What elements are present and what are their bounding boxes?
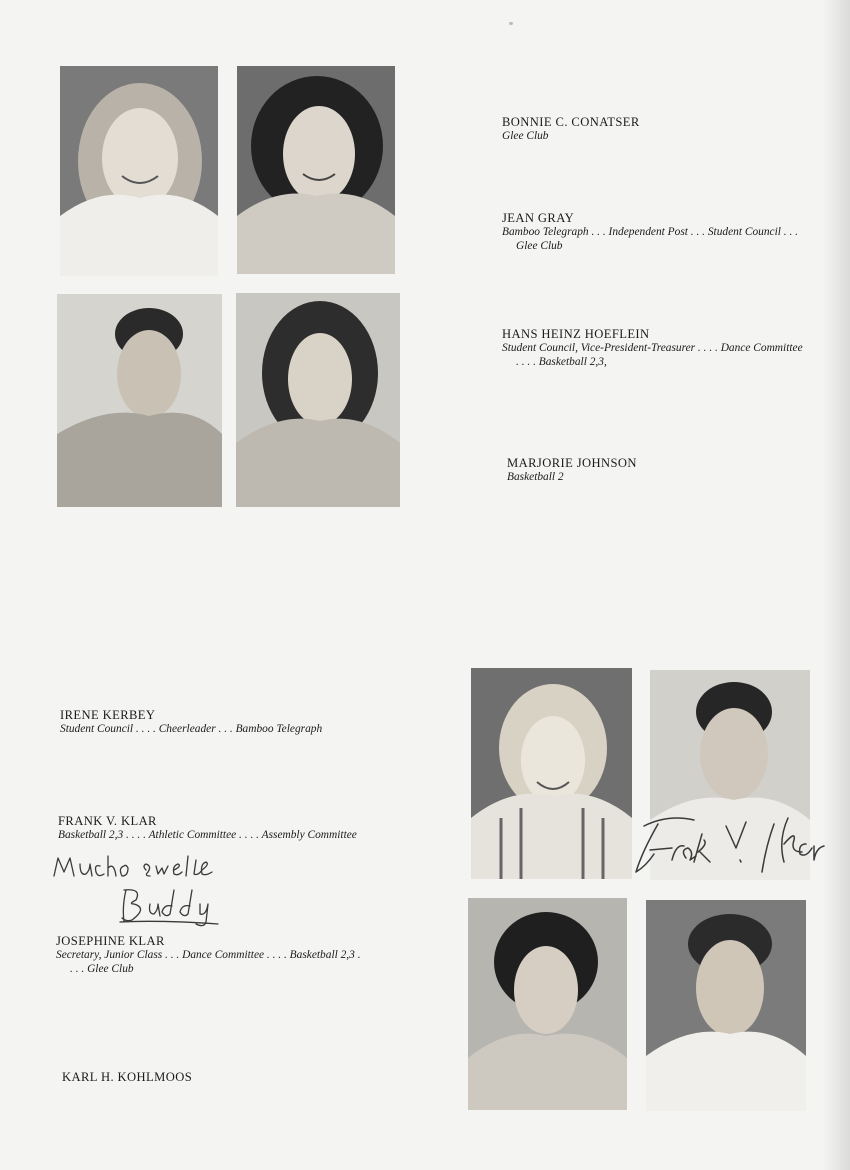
portrait-hans-hoeflein bbox=[57, 294, 222, 507]
student-name: JOSEPHINE KLAR bbox=[56, 934, 165, 948]
student-name: KARL H. KOHLMOOS bbox=[62, 1070, 193, 1084]
entry-jean-gray bbox=[502, 211, 807, 254]
student-activities: Student Council . . . . Cheerleader . . . Bamboo Telegraph bbox=[60, 723, 323, 736]
student-activities: Student Council, Vice-President-Treasurer . . . . Dance Committee . . . . Basketball 2,3, bbox=[502, 342, 803, 369]
student-name: HANS HEINZ HOEFLEIN bbox=[502, 327, 650, 341]
student-name: FRANK V. KLAR bbox=[58, 814, 157, 828]
student-activities: Bamboo Telegraph . . . Independent Post . . . Student Council . . . Glee Club bbox=[502, 226, 799, 253]
entry-marjorie-johnson bbox=[507, 456, 807, 485]
portrait-irene-kerbey bbox=[471, 668, 632, 879]
portrait-jean-gray bbox=[237, 66, 395, 274]
entry-irene-kerbey bbox=[60, 708, 360, 737]
entry-hans-hoeflein bbox=[502, 327, 807, 370]
entry-bonnie-conatser bbox=[502, 115, 812, 144]
handwritten-note bbox=[50, 848, 240, 928]
portrait-marjorie-johnson bbox=[236, 293, 400, 507]
student-activities: Basketball 2 bbox=[507, 471, 564, 484]
student-name: MARJORIE JOHNSON bbox=[507, 456, 637, 470]
portrait-bonnie-conatser bbox=[60, 66, 218, 276]
page-edge-shadow bbox=[822, 0, 850, 1170]
student-name: IRENE KERBEY bbox=[60, 708, 156, 722]
portrait-karl-kohlmoos bbox=[646, 900, 806, 1111]
paper-speck bbox=[509, 22, 513, 25]
student-name: BONNIE C. CONATSER bbox=[502, 115, 640, 129]
student-activities: Basketball 2,3 . . . . Athletic Committee . . . . Assembly Committee bbox=[58, 829, 357, 842]
entry-josephine-klar bbox=[56, 934, 361, 977]
student-activities: Glee Club bbox=[502, 130, 549, 143]
student-name: JEAN GRAY bbox=[502, 211, 575, 225]
entry-karl-kohlmoos bbox=[62, 1070, 362, 1085]
portrait-josephine-klar bbox=[468, 898, 627, 1110]
entry-frank-klar bbox=[58, 814, 363, 843]
student-activities: Secretary, Junior Class . . . Dance Committee . . . . Basketball 2,3 . . . . Glee Club bbox=[56, 949, 361, 976]
frank-klar-signature bbox=[628, 800, 828, 880]
